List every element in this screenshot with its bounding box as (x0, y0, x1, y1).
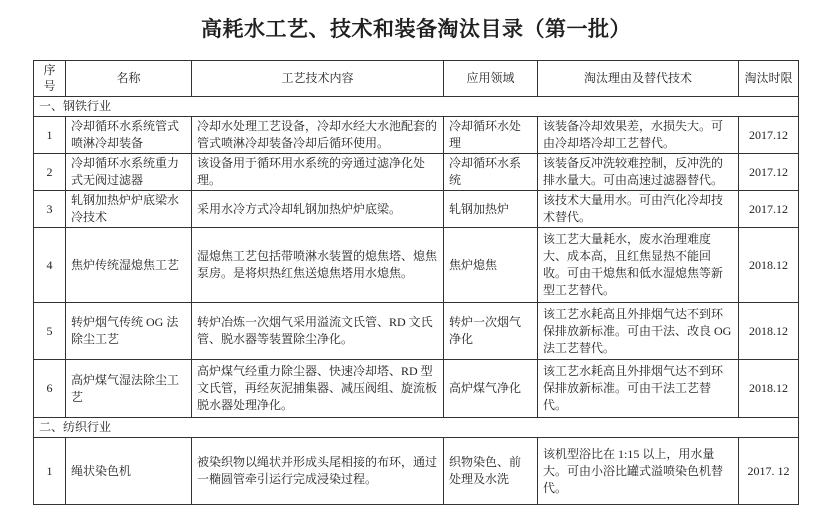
cell-name: 冷却循环水系统重力式无阀过滤器 (66, 154, 192, 191)
cell-deadline: 2017. 12 (739, 438, 799, 505)
table-row (34, 303, 799, 360)
cell-content: 转炉冶炼一次烟气采用溢流文氏管、RD 文氏管、脱水器等装置除尘净化。 (192, 303, 444, 360)
cell-reason: 该装备冷却效果差，水损失大。可由冷却塔冷却工艺替代。 (538, 117, 739, 154)
header-cell-no (34, 61, 66, 97)
cell-deadline: 2018.12 (739, 360, 799, 418)
cell-no: 4 (34, 228, 66, 303)
cell-deadline: 2018.12 (739, 228, 799, 303)
cell-no: 1 (34, 117, 66, 154)
cell-reason: 该工艺大量耗水，废水治理难度大、成本高，且红焦显热不能回收。可由干熄焦和低水湿熄焦等新型工艺替代。 (538, 228, 739, 303)
header-cell-field: 应用领域 (444, 61, 538, 97)
cell-name: 高炉煤气湿法除尘工艺 (66, 360, 192, 418)
table-row (34, 438, 799, 505)
cell-deadline: 2017.12 (739, 191, 799, 228)
header-cell-name: 名称 (66, 61, 192, 97)
cell-no: 2 (34, 154, 66, 191)
table-header-row (34, 61, 799, 97)
cell-name: 焦炉传统湿熄焦工艺 (66, 228, 192, 303)
cell-field: 冷却循环水系统 (444, 154, 538, 191)
section-label-textile: 二、纺织行业 (34, 418, 799, 438)
cell-reason: 该工艺水耗高且外排烟气达不到环保排放新标准。可由干法工艺替代。 (538, 360, 739, 418)
cell-content: 采用水冷方式冷却轧钢加热炉炉底梁。 (192, 191, 444, 228)
cell-field: 冷却循环水处理 (444, 117, 538, 154)
table-row (34, 360, 799, 418)
cell-no: 1 (34, 438, 66, 505)
cell-deadline: 2018.12 (739, 303, 799, 360)
cell-field: 焦炉熄焦 (444, 228, 538, 303)
cell-field: 轧钢加热炉 (444, 191, 538, 228)
cell-name: 轧钢加热炉炉底梁水冷技术 (66, 191, 192, 228)
cell-name: 冷却循环水系统管式喷淋冷却装备 (66, 117, 192, 154)
page-title: 高耗水工艺、技术和装备淘汰目录（第一批） (201, 17, 631, 41)
table-row (34, 228, 799, 303)
cell-reason: 该工艺水耗高且外排烟气达不到环保排放新标准。可由干法、改良 OG 法工艺替代。 (538, 303, 739, 360)
cell-field: 织物染色、前处理及水洗 (444, 438, 538, 505)
cell-no: 3 (34, 191, 66, 228)
cell-no: 5 (34, 303, 66, 360)
cell-content: 湿熄焦工艺包括带喷淋水装置的熄焦塔、熄焦泵房。是将炽热红焦送熄焦塔用水熄焦。 (192, 228, 444, 303)
cell-reason: 该装备反冲洗较难控制，反冲洗的排水量大。可由高速过滤器替代。 (538, 154, 739, 191)
cell-no: 6 (34, 360, 66, 418)
header-cell-reason: 淘汰理由及替代技术 (538, 61, 739, 97)
section-row-textile (34, 418, 799, 438)
header-cell-deadline: 淘汰时限 (739, 61, 799, 97)
cell-field: 转炉一次烟气净化 (444, 303, 538, 360)
header-cell-content: 工艺技术内容 (192, 61, 444, 97)
cell-content: 冷却水处理工艺设备，冷却水经大水池配套的管式喷淋冷却装备冷却后循环使用。 (192, 117, 444, 154)
cell-content: 被染织物以绳状并形成头尾相接的布环，通过一椭圆管牵引运行完成浸染过程。 (192, 438, 444, 505)
section-row-steel (34, 97, 799, 117)
elimination-catalog-table (33, 60, 799, 505)
cell-content: 高炉煤气经重力除尘器、快速冷却塔、RD 型文氏管，再经灰泥捕集器、减压阀组、旋流板脱水器处理净化。 (192, 360, 444, 418)
cell-name: 转炉烟气传统 OG 法除尘工艺 (66, 303, 192, 360)
section-label-steel: 一、钢铁行业 (34, 97, 799, 117)
cell-deadline: 2017.12 (739, 117, 799, 154)
header-no-label: 序号 (43, 63, 56, 93)
cell-field: 高炉煤气净化 (444, 360, 538, 418)
cell-content: 该设备用于循环用水系统的旁通过滤净化处理。 (192, 154, 444, 191)
table-row (34, 117, 799, 154)
cell-deadline: 2017.12 (739, 154, 799, 191)
cell-reason: 该技术大量用水。可由汽化冷却技术替代。 (538, 191, 739, 228)
table-row (34, 191, 799, 228)
cell-reason: 该机型浴比在 1:15 以上，用水量大。可由小浴比罐式溢喷染色机替代。 (538, 438, 739, 505)
table-row (34, 154, 799, 191)
cell-name: 绳状染色机 (66, 438, 192, 505)
